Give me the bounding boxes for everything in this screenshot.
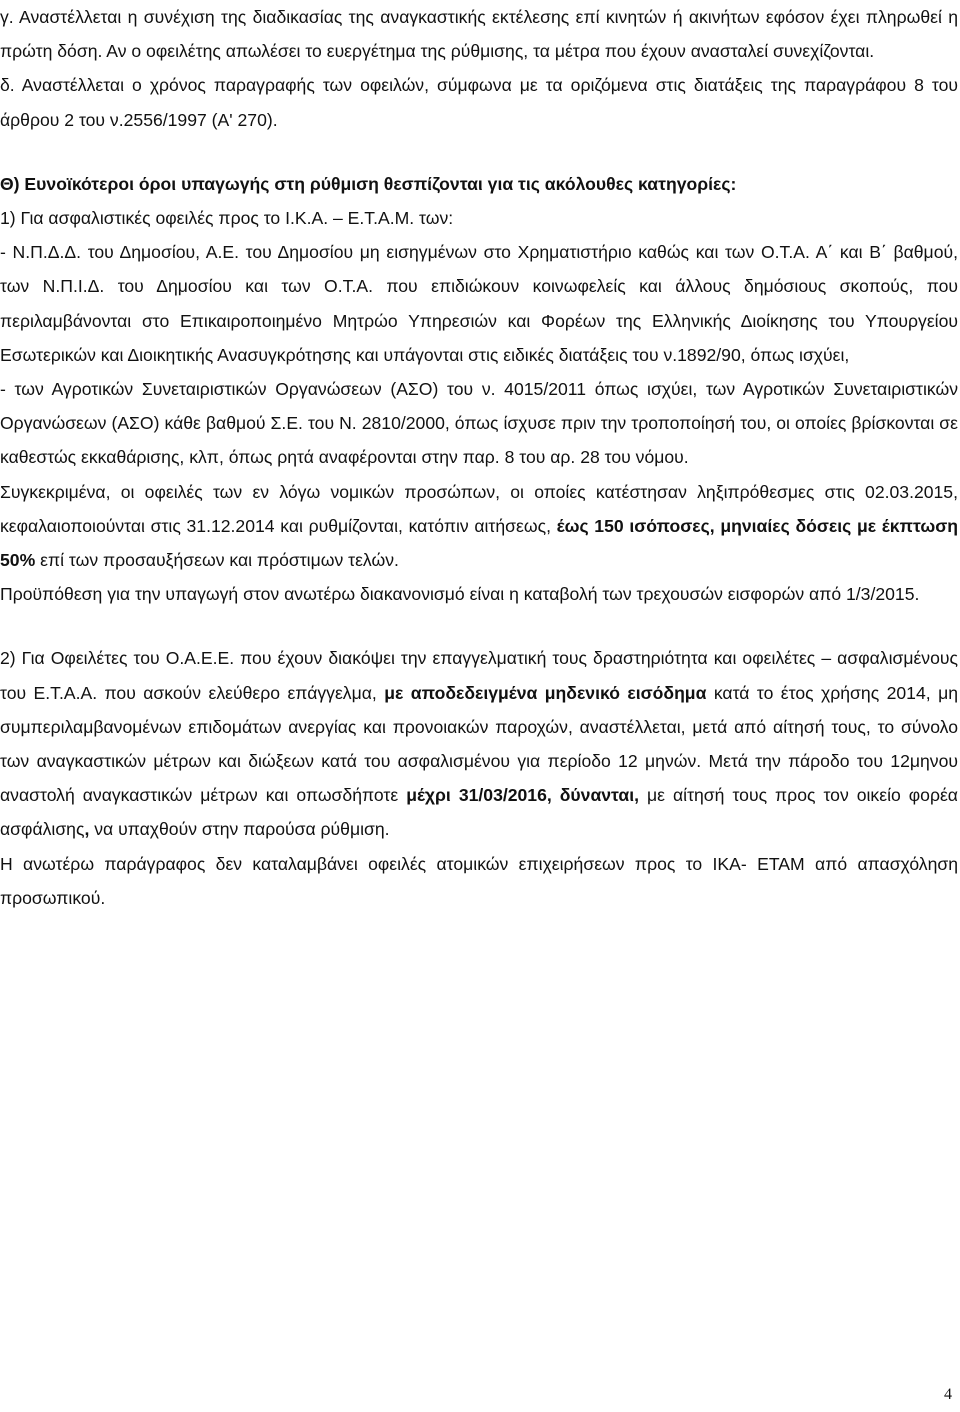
paragraph-item-1-condition (0, 577, 958, 611)
paragraph-item-1-aso (0, 372, 958, 475)
paragraph-item-1-npdd (0, 235, 958, 372)
bold-text-segment: Θ) Ευνοϊκότεροι όροι υπαγωγής στη ρύθμιση θεσπίζονται για τις ακόλουθες κατηγορίες: (0, 173, 737, 194)
bold-text-segment: μέχρι 31/03/2016, δύνανται, (406, 785, 640, 806)
text-segment: - Ν.Π.Δ.Δ. του Δημοσίου, Α.Ε. του Δημοσίου μη εισηγμένων στο Χρηματιστήριο καθώς και των Ο.Τ.Α. Α΄ και Β΄ βαθμού, των Ν.Π.Ι.Δ. του Δημοσίου και των Ο.Τ.Α. που επιδιώκουν κοινωφελείς και άλλους δημόσιους σκοπούς, που περιλαμβάνονται στο Επικαιροποιημένο Μητρώο Υπηρεσιών και Φορέων της Ελληνικής Διοίκησης του Υπουργείου Εσωτερικών και Διοικητικής Ανασυγκρότησης και υπάγονται στις ειδικές διατάξεις του ν.1892/90, όπως ισχύει, (0, 242, 958, 365)
paragraph-gamma (0, 0, 958, 68)
bold-text-segment: , (84, 819, 90, 840)
text-segment: με αίτησή τους προς τον οικείο φορέα ασφάλισης (0, 785, 958, 840)
text-segment: Προϋπόθεση για την υπαγωγή στον ανωτέρω διακανονισμό είναι η καταβολή των τρεχουσών εισφορών από 1/3/2015. (0, 584, 920, 605)
text-segment: δ. Αναστέλλεται ο χρόνος παραγραφής των οφειλών, σύμφωνα με τα οριζόμενα στις διατάξεις της παραγράφου 8 του άρθρου 2 του ν.2556/1997 (Α' 270). (0, 75, 958, 130)
page-number: 4 (944, 1386, 952, 1403)
paragraph-item-1 (0, 201, 958, 235)
text-segment: 2) Για Οφειλέτες του Ο.Α.Ε.Ε. που έχουν διακόψει την επαγγελματική τους δραστηριότητα και οφειλέτες – ασφαλισμένους του Ε.Τ.Α.Α. που ασκούν ελεύθερο επάγγελμα, (0, 648, 958, 703)
paragraph-item-2-exclusion (0, 847, 958, 915)
text-segment: επί των προσαυξήσεων και πρόστιμων τελών. (35, 550, 399, 571)
paragraph-delta (0, 68, 958, 136)
paragraph-spacer (0, 611, 958, 641)
bold-text-segment: με αποδεδειγμένα μηδενικό εισόδημα (384, 682, 707, 703)
text-segment: - των Αγροτικών Συνεταιριστικών Οργανώσεων (ΑΣΟ) του ν. 4015/2011 όπως ισχύει, των Αγροτικών Συνεταιριστικών Οργανώσεων (ΑΣΟ) κάθε βαθμού Σ.Ε. του Ν. 2810/2000, όπως ίσχυσε πριν την τροποποίησή του, οι οποίες βρίσκονται σε καθεστώς εκκαθάρισης, κλπ, όπως ρητά αναφέρονται στην παρ. 8 του αρ. 28 του νόμου. (0, 379, 958, 468)
bold-text-segment: έως 150 ισόποσες, μηνιαίες δόσεις με έκπτωση 50% (0, 515, 959, 571)
paragraph-item-1-specific (0, 475, 958, 578)
text-segment: Συγκεκριμένα, οι οφειλές των εν λόγω νομικών προσώπων, οι οποίες κατέστησαν ληξιπρόθεσμες στις 02.03.2015, κεφαλαιοποιούνται στις 31.12.2014 και ρυθμίζονται, κατόπιν αιτήσεως, (0, 481, 958, 536)
paragraph-theta-heading (0, 167, 958, 201)
text-segment: Η ανωτέρω παράγραφος δεν καταλαμβάνει οφειλές ατομικών επιχειρήσεων προς το ΙΚΑ- ΕΤΑΜ από απασχόληση προσωπικού. (0, 853, 958, 908)
text-segment: κατά το έτος χρήσης 2014, μη συμπεριλαμβανομένων επιδομάτων ανεργίας και προνοιακών παροχών, αναστέλλεται, μετά από αίτησή τους, το σύνολο των αναγκαστικών μέτρων και διώξεων κατά του ασφαλισμένου για περίοδο 12 μηνών. Μετά την πάροδο του 12μηνου αναστολή αναγκαστικών μέτρων και οπωσδήποτε (0, 682, 958, 806)
text-segment: γ. Αναστέλλεται η συνέχιση της διαδικασίας της αναγκαστικής εκτέλεσης επί κινητών ή ακινήτων εφόσον έχει πληρωθεί η πρώτη δόση. Αν ο οφειλέτης απωλέσει το ευεργέτημα της ρύθμισης, τα μέτρα που έχουν ανασταλεί συνεχίζονται. (0, 7, 958, 62)
paragraph-item-2 (0, 641, 958, 846)
text-segment: 1) Για ασφαλιστικές οφειλές προς το Ι.Κ.Α. – Ε.Τ.Α.Μ. των: (0, 208, 454, 229)
text-segment: να υπαχθούν στην παρούσα ρύθμιση. (89, 819, 390, 840)
paragraph-spacer (0, 137, 958, 167)
